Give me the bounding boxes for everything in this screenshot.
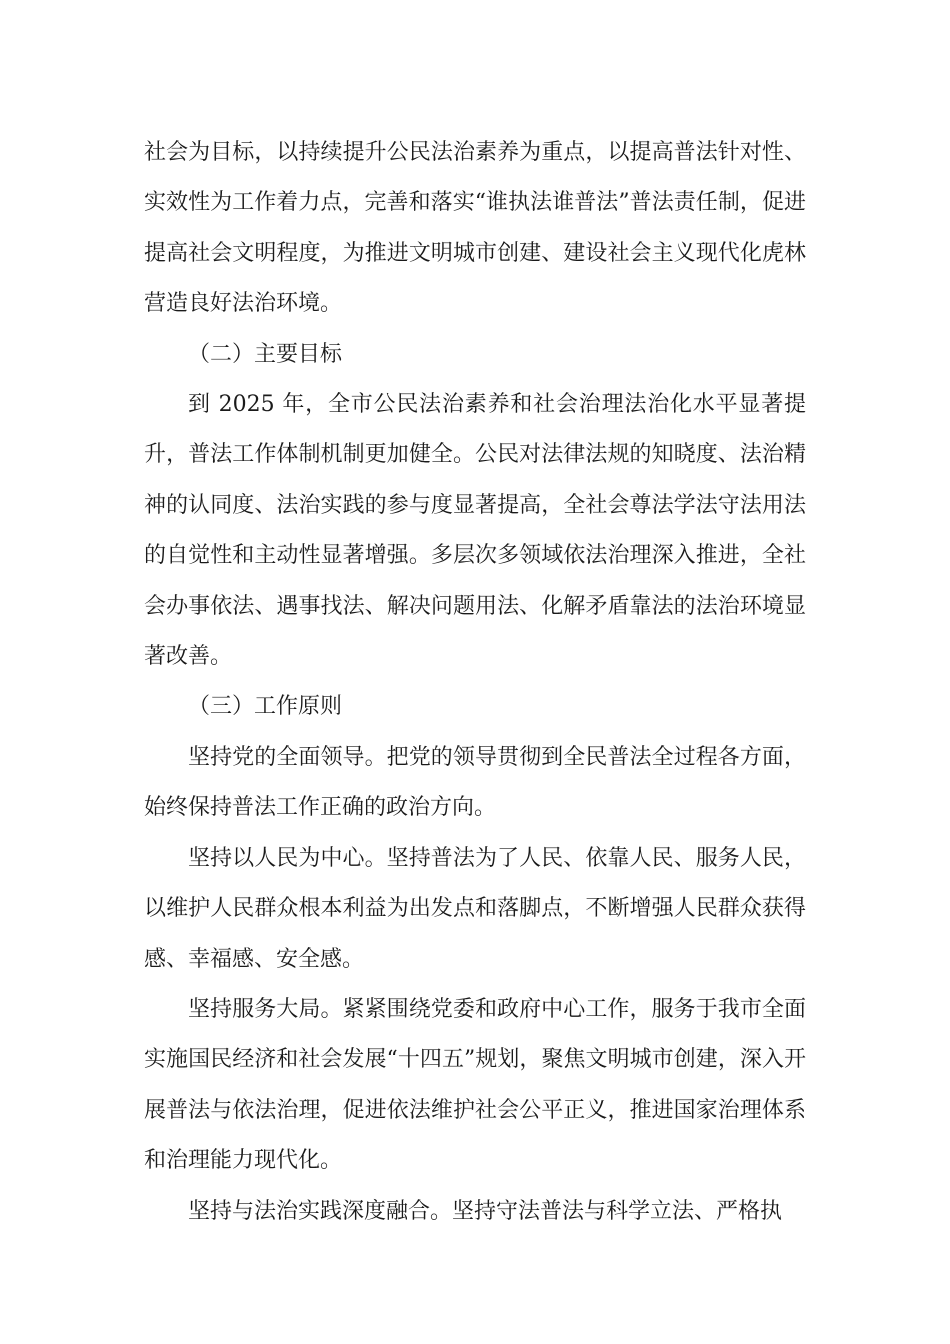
paragraph-goal-continuation: 社会为目标，以持续提升公民法治素养为重点，以提高普法针对性、实效性为工作着力点，完善和落实“谁执法谁普法”普法责任制，促进提高社会文明程度，为推进文明城市创建、建设社会主义现代化虎林营造良好法治环境。 <box>144 140 806 317</box>
paragraph-principle-people-centered: 坚持以人民为中心。坚持普法为了人民、依靠人民、服务人民，以维护人民群众根本利益为出发点和落脚点，不断增强人民群众获得感、幸福感、安全感。 <box>144 845 806 972</box>
paragraph-principle-party-leadership: 坚持党的全面领导。把党的领导贯彻到全民普法全过程各方面，始终保持普法工作正确的政治方向。 <box>144 744 806 821</box>
paragraph-main-goals: 到 2025 年，全市公民法治素养和社会治理法治化水平显著提升，普法工作体制机制更加健全。公民对法律法规的知晓度、法治精神的认同度、法治实践的参与度显著提高，全社会尊法学法守法用法的自觉性和主动性显著增强。多层次多领域依法治理深入推进，全社会办事依法、遇事找法、解决问题用法、化解矛盾靠法的法治环境显著改善。 <box>144 392 806 670</box>
section-heading-main-goals: （二）主要目标 <box>188 341 343 367</box>
paragraph-principle-serve-overall: 坚持服务大局。紧紧围绕党委和政府中心工作，服务于我市全面实施国民经济和社会发展“十四五”规划，聚焦文明城市创建，深入开展普法与依法治理，促进依法维护社会公平正义，推进国家治理体系和治理能力现代化。 <box>144 996 806 1174</box>
document-body <box>144 128 806 1237</box>
section-heading-work-principles: （三）工作原则 <box>188 694 343 720</box>
paragraph-principle-rule-of-law-practice: 坚持与法治实践深度融合。坚持守法普法与科学立法、严格执 <box>188 1198 783 1224</box>
